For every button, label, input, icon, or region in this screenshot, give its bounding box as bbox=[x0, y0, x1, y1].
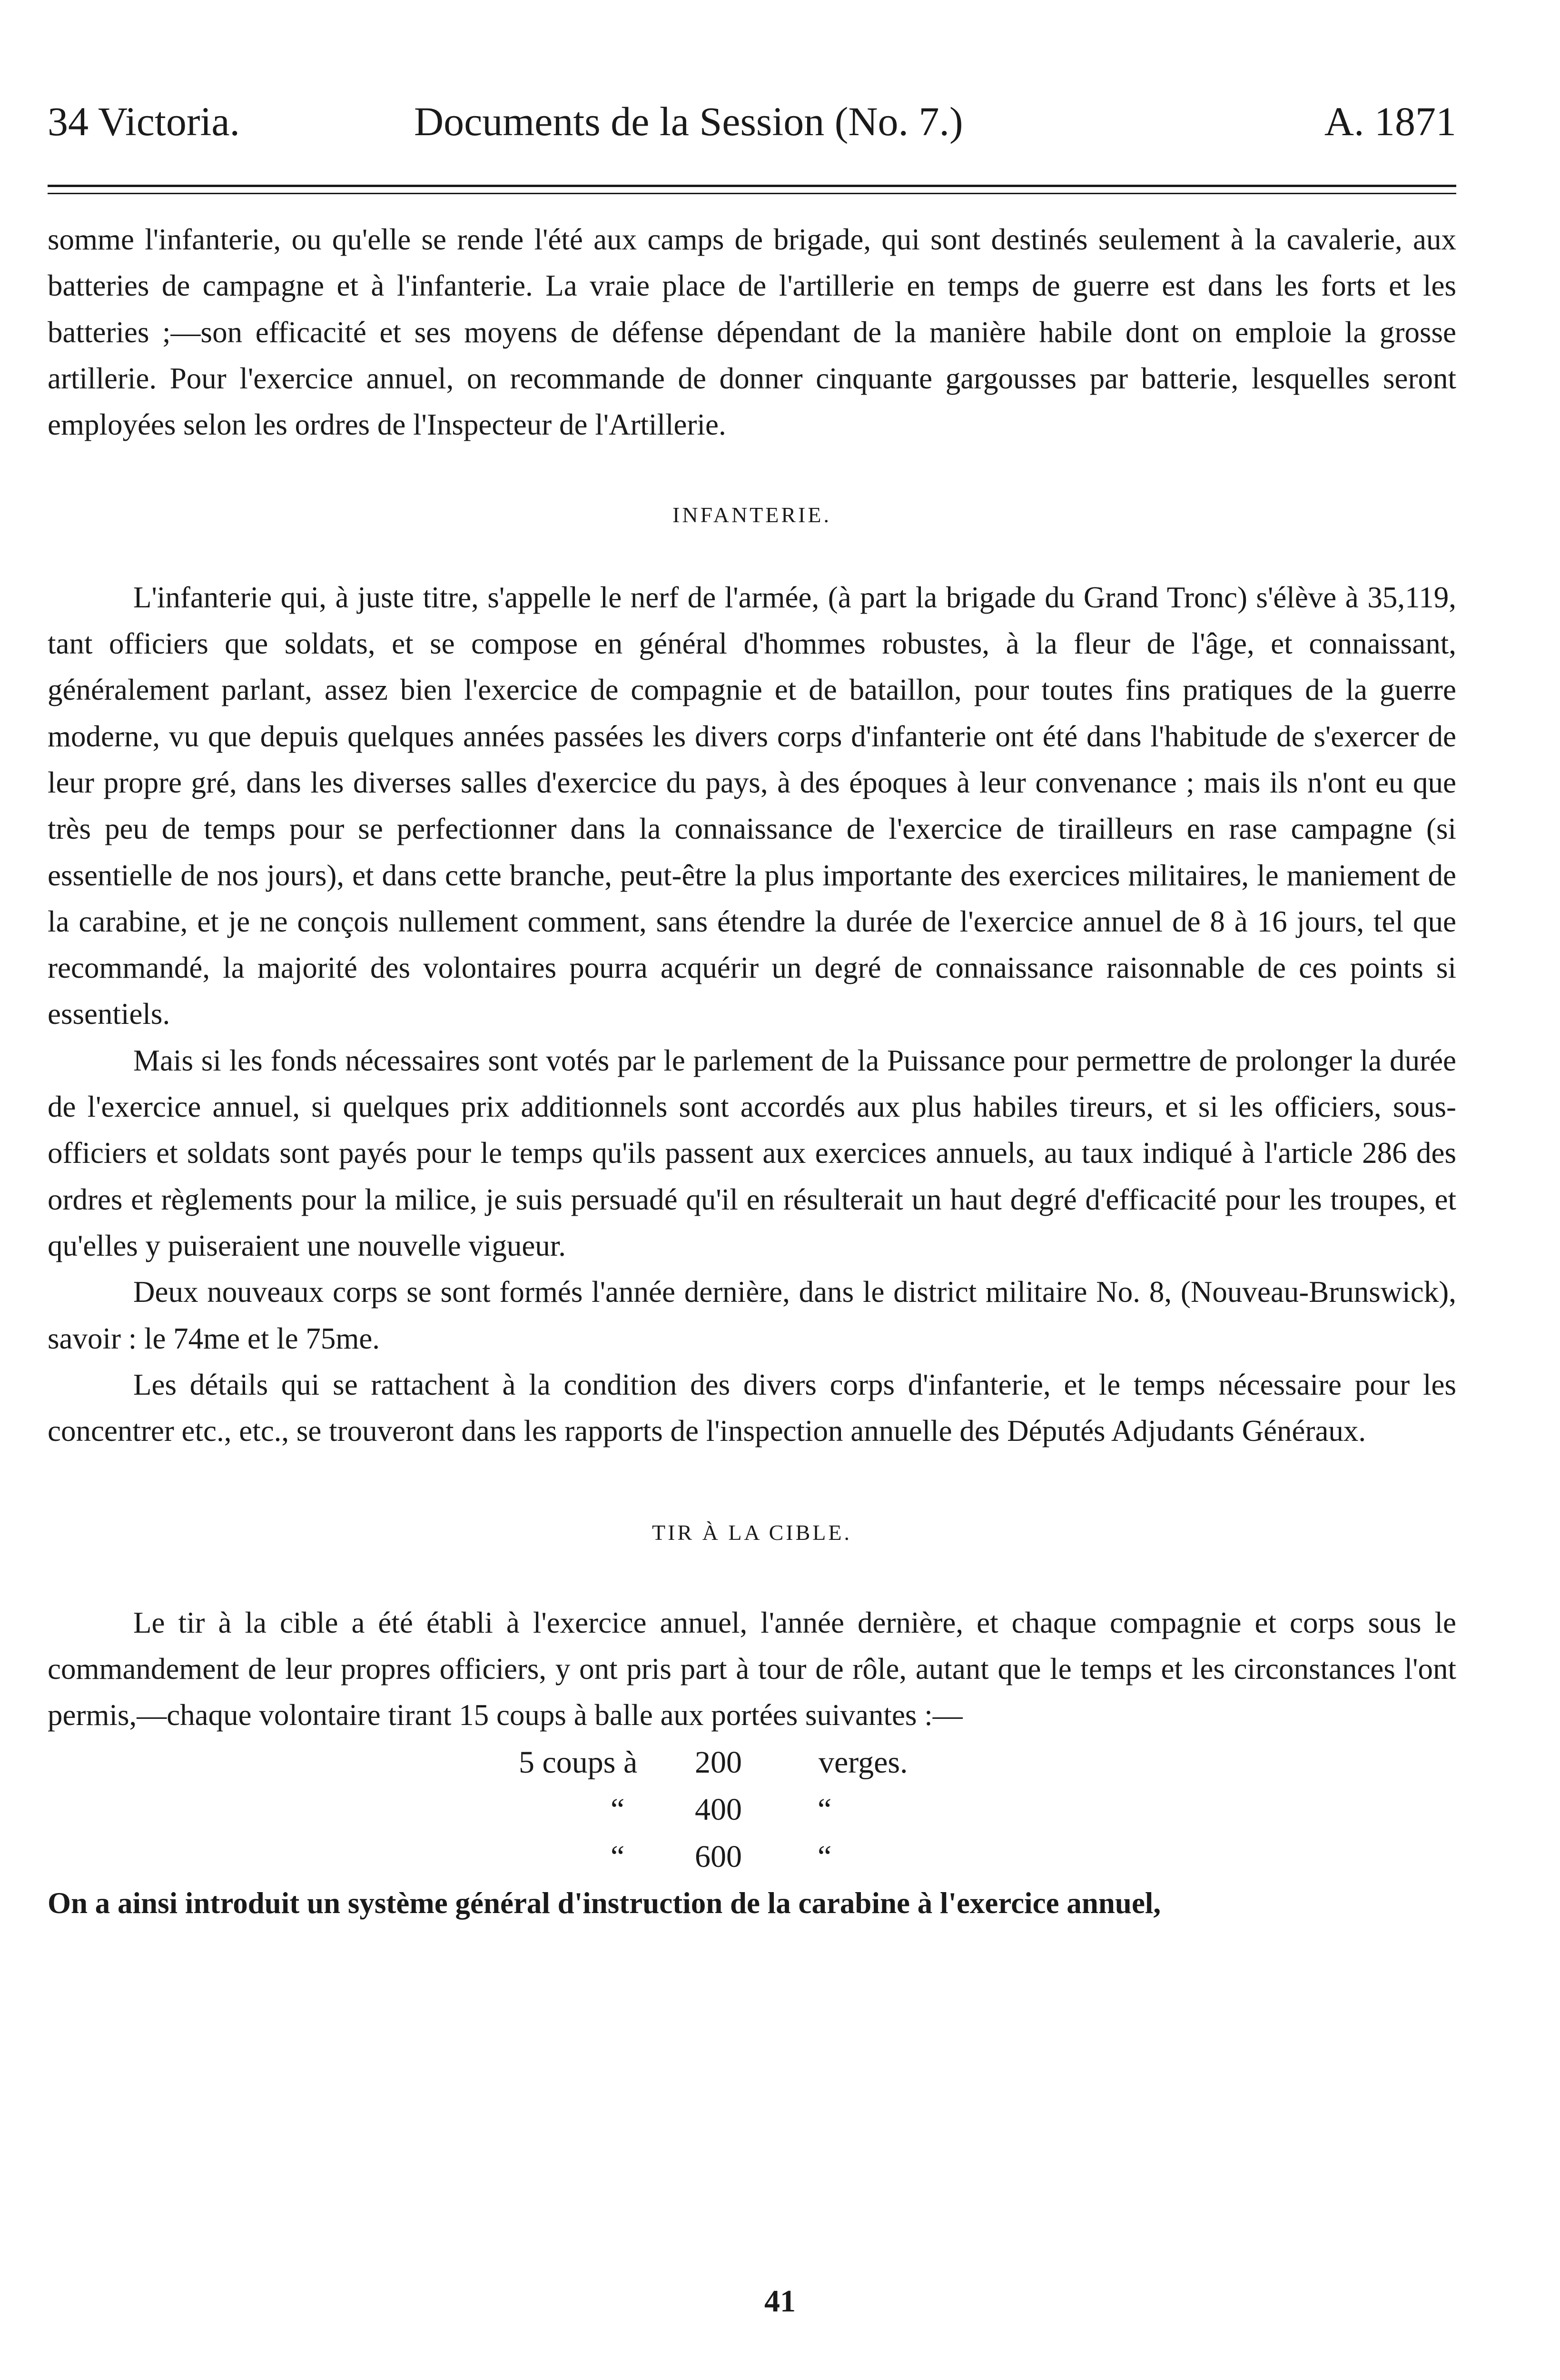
range-lead: 5 coups à bbox=[519, 1745, 638, 1780]
paragraph-funding: Mais si les fonds nécessaires sont votés par le parlement de la Puissance pour permettre de prolonger la durée de l'exercice annuel, si quelques prix additionnels sont accordés aux plus habiles tireurs, et si les officiers, sous-officiers et soldats sont payés pour le temps qu'ils passent aux exercices annuels, au taux indiqué à l'article 286 des ordres et règlements pour la milice, je suis persuadé qu'il en résulterait un haut degré d'efficacité pour les troupes, et qu'elles y puiseraient une nouvelle vigueur. bbox=[48, 1043, 1456, 1262]
paragraph-tir: Le tir à la cible a été établi à l'exercice annuel, l'année dernière, et chaque compagnie et corps sous le commandement de leur propres officiers, y ont pris part à tour de rôle, autant que le temps et les circonstances l'ont permis,—chaque volontaire tirant 15 coups à balle aux portées suivantes :— bbox=[48, 1606, 1456, 1732]
range-unit: verges. bbox=[819, 1745, 908, 1780]
range-row bbox=[48, 1833, 1456, 1880]
ditto-mark-right: “ bbox=[818, 1792, 832, 1827]
range-distance: 400 bbox=[695, 1792, 742, 1827]
firing-ranges-list bbox=[48, 1739, 1456, 1880]
ditto-mark-left: “ bbox=[611, 1839, 625, 1874]
header-regnal-year: 34 Victoria. bbox=[48, 99, 240, 144]
page-number: 41 bbox=[764, 2284, 796, 2319]
range-row bbox=[48, 1739, 1456, 1786]
range-distance: 200 bbox=[695, 1745, 742, 1780]
range-distance: 600 bbox=[695, 1839, 742, 1874]
header-rule-thin bbox=[48, 193, 1456, 194]
header-rule-thick bbox=[48, 185, 1456, 187]
header-year: A. 1871 bbox=[1324, 99, 1456, 144]
ditto-mark-right: “ bbox=[818, 1839, 832, 1874]
section-heading-infanterie: INFANTERIE. bbox=[672, 503, 831, 527]
running-header bbox=[48, 93, 1456, 150]
ditto-mark-left: “ bbox=[611, 1792, 625, 1827]
paragraph-artillery-continued: somme l'infanterie, ou qu'elle se rende l'été aux camps de brigade, qui sont destinés seulement à la cavalerie, aux batteries de campagne et à l'infanterie. La vraie place de l'artillerie en temps de guerre est dans les forts et les batteries ;—son efficacité et ses moyens de défense dépendant de la manière habile dont on emploie la grosse artillerie. Pour l'exercice annuel, on recommande de donner cinquante gargousses par batterie, lesquelles seront employées selon les ordres de l'Inspecteur de l'Artillerie. bbox=[48, 223, 1456, 442]
paragraph-new-corps: Deux nouveaux corps se sont formés l'année dernière, dans le district militaire No. 8, (Nouveau-Brunswick), savoir : le 74me et le 75me. bbox=[48, 1275, 1456, 1355]
body-text bbox=[48, 217, 1456, 1926]
paragraph-infanterie: L'infanterie qui, à juste titre, s'appelle le nerf de l'armée, (à part la brigade du Grand Tronc) s'élève à 35,119, tant officiers que soldats, et se compose en général d'hommes robustes, à la fleur de l'âge, et connaissant, généralement parlant, assez bien l'exercice de compagnie et de bataillon, pour toutes fins pratiques de la guerre moderne, vu que depuis quelques années passées les divers corps d'infanterie ont été dans l'habitude de s'exercer de leur propre gré, dans les diverses salles d'exercice du pays, à des époques à leur convenance ; mais ils n'ont eu que très peu de temps pour se perfectionner dans la connaissance de l'exercice de tirailleurs en rase campagne (si essentielle de nos jours), et dans cette branche, peut-être la plus importante des exercices militaires, le maniement de la carabine, et je ne conçois nullement comment, sans étendre la durée de l'exercice annuel de 8 à 16 jours, tel que recommandé, la majorité des volontaires pourra acquérir un degré de connaissance raisonnable de ces points si essentiels. bbox=[48, 580, 1456, 1031]
header-document-title: Documents de la Session (No. 7.) bbox=[414, 99, 963, 144]
closing-line: On a ainsi introduit un système général d'instruction de la carabine à l'exercice annuel, bbox=[48, 1886, 1161, 1920]
section-heading-tir-a-la-cible: TIR À LA CIBLE. bbox=[652, 1520, 852, 1545]
range-row bbox=[48, 1786, 1456, 1833]
paragraph-details: Les détails qui se rattachent à la condition des divers corps d'infanterie, et le temps nécessaire pour les concentrer etc., etc., se trouveront dans les rapports de l'inspection annuelle des Députés Adjudants Généraux. bbox=[48, 1368, 1456, 1448]
